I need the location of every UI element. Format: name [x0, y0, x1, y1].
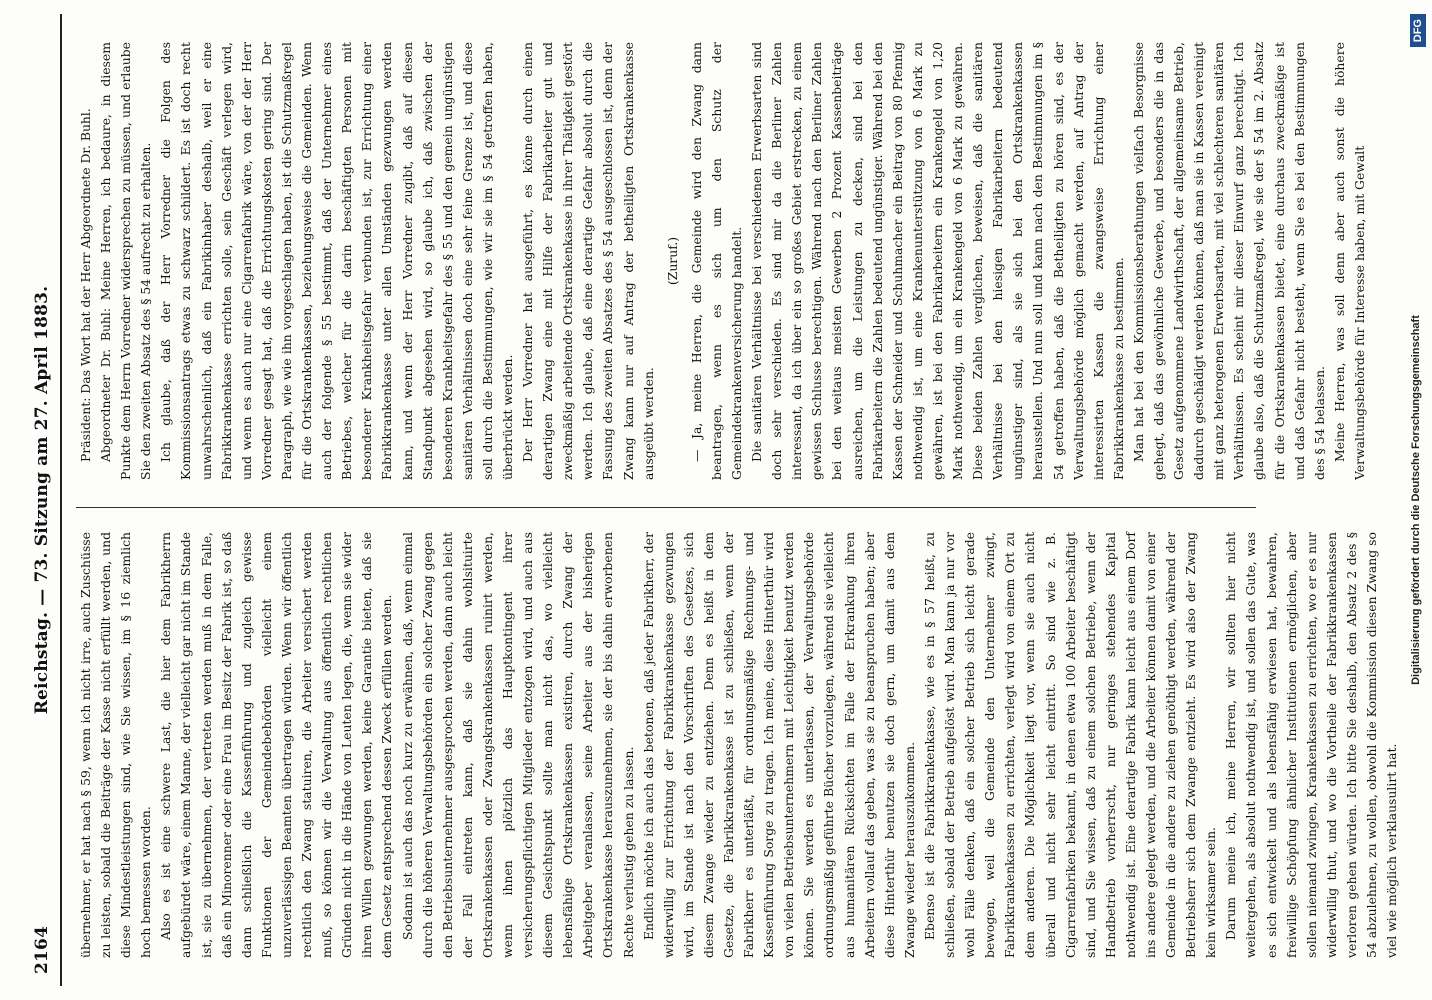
paragraph: Ich glaube, daß der Herr Vorredner die Folgen des Kommissionsantrags etwas zu schwarz schildert. Es ist doch recht unwahrscheinlich, daß ein Fabrikinhaber deshalb, weil er eine Fabrikkrankenkasse errichten solle, sein Geschäft verlegen wird, und wenn es auch nur eine Cigarrenfabrik wäre, von der der Herr Vorredner gesagt hat, daß die Errichtungskosten gering sind. Der Paragraph, wie wie ihn vorgeschlagen haben, ist die Schutzmaßregel für die Ortskrankenkassen, beziehungsweise die Gemeinden. Wenn auch der folgende § 55 bestimmt, daß der Unternehmer eines Betriebes, welcher für die darin beschäftigten Personen mit besonderer Krankheitsgefahr verbunden ist, zur Errichtung einer Fabrikkrankenkasse unter allen Umständen gezwungen werden kann, und wenn der Herr Vorredner zugibt, daß auf diesen Standpunkt abgesehen wird, so glaube ich, daß zwischen der besonderen Krankheitsgefahr des § 55 und den gemein ungünstigen sanitären Verhältnissen doch eine sehr feine Grenze ist, und diese soll durch die Bestimmungen, wie wir sie im § 54 getroffen haben, überbrückt werden. — [158, 42, 515, 480]
interjection: (Zuruf.) — [664, 236, 680, 286]
right-text-column — [76, 42, 1367, 480]
paragraph: Der Herr Vorredner hat ausgeführt, es könne durch einen derartigen Zwang eine mit Hilfe der Fabrikarbeiter gut und zweckmäßig arbeitende Ortskrankenkasse in ihrer Thätigkeit gestört werden. Ich glaube, daß eine derartige Gefahr absolut durch die Fassung des zweiten Absatzes des § 54 ausgeschlossen ist, denn der Zwang kann nur auf Antrag der betheiligten Ortskrankenkasse ausgeübt werden. — [520, 42, 656, 480]
left-text-column — [76, 532, 1400, 958]
paragraph: Endlich möchte ich auch das betonen, daß jeder Fabrikherr, der widerwillig zur Errichtung der Fabrikkrankenkasse gezwungen wird, im Stande ist nach den Vorschriften des Gesetzes, sich diesem Zwange wieder zu entziehen. Denn es heißt in dem Gesetze, die Fabrikkrankenkasse ist zu schließen, wenn der Fabrikherr es unterläßt, für ordnungsmäßige Rechnungs- und Kassenführung Sorge zu tragen. Ich meine, diese Hinterthür wird von vielen Betriebsunternehmern mit Leichtigkeit benutzt werden können. Sie werden es unterlassen, der Verwaltungsbehörde ordnungsmäßig geführte Bücher vorzulegen, während sie vielleicht aus humanitären Rücksichten im Falle der Erkrankung ihren Arbeitern vollauf das geben, was sie zu beanspruchen haben; aber diese Hinterthür benutzen sie doch gern, um damit aus dem Zwange wieder herauszukommen. — [640, 532, 917, 958]
paragraph: Also es ist eine schwere Last, die hier dem Fabrikherrn aufgebürdet wäre, einem Manne, der vielleicht gar nicht im Stande ist, sie zu übernehmen, der vertreten werden muß in dem Falle, daß ein Minorenner oder eine Frau im Besitz der Fabrik ist, so daß dann schließlich die Kassenführung und zugleich gewisse Funktionen der Gemeindebehörden vielleicht einem unzuverlässigen Beamten übertragen würden. Wenn wir öffentlich rechtlich den Zwang statuiren, die Arbeiter versichert werden muß, so können wir die Verwaltung aus öffentlich rechtlichen Gründen nicht in die Hände von Leuten legen, die, wenn sie wider ihren Willen gezwungen werden, keine Garantie bieten, daß sie dem Gesetz entsprechend dessen Zweck erfüllen werden. — [158, 532, 395, 958]
column-divider — [76, 507, 1256, 508]
paragraph: Sodann ist auch das noch kurz zu erwähnen, daß, wenn einmal durch die höheren Verwaltungsbehörden ein solcher Zwang gegen den Betriebsunternehmer ausgesprochen werden, dann auch leicht der Fall eintreten kann, daß sie dahin wohlsituirte Ortskrankenkassen oder Zwangskrankenkassen ruinirt werden, wenn ihnen plötzlich das Hauptkontingent ihrer versicherungspflichtigen Mitglieder entzogen wird, und auch aus diesem Gesichtspunkt sollte man nicht das, wo vielleicht lebensfähige Ortskrankenkassen existiren, durch Zwang der Arbeitgeber veranlassen, seine Arbeiter aus der bisherigen Ortskrankenkasse herauszunehmen, sie der bis dahin erworbenen Rechte verlustig gehen zu lassen. — [399, 532, 636, 958]
session-title: Reichstag. — 73. Sitzung am 27. April 1883. — [32, 285, 52, 715]
dfg-logo-badge: DFG — [1410, 14, 1426, 47]
paragraph: Darum meine ich, meine Herren, wir sollten hier nicht weitergehen, als absolut nothwendig ist, und sollen das Gute, was es sich entwickelt und als lebensfähig erwiesen hat, bewahren, freiwillige Schöpfung ähnlicher Institutionen ermöglichen, aber sollen niemand zwingen, Krankenkassen zu errichten, wo er es nur widerwillig thut, und wo die Vortheile der Fabrikkrankenkassen verloren gehen würden. Ich bitte Sie deshalb, den Absatz 2 des § 54 abzulehnen, zu wollen, obwohl die Kommission diesen Zwang so viel wie möglich verklausulirt hat. — [1223, 532, 1400, 958]
digitization-credit: Digitalisierung gefördert durch die Deutsche Forschungsgemeinschaft — [1410, 315, 1422, 685]
president-statement: Präsident: Das Wort hat der Herr Abgeordnete Dr. Buhl. — [78, 108, 93, 462]
running-header — [24, 14, 62, 986]
page-number: 2164 — [32, 925, 52, 974]
paragraph: — Ja, meine Herren, die Gemeinde wird den Zwang dann beantragen, wenn es sich um den Schutz der Gemeindekrankenversicherung handelt. — [688, 42, 744, 480]
paragraph: Ebenso ist die Fabrikkrankenkasse, wie es in § 57 heißt, zu schließen, sobald der Betrieb aufgelöst wird. Man kann ja nur vor wohl Fälle denken, daß ein solcher Betrieb sich leicht gerade bewogen, weil die Gemeinde den Unternehmer zwingt, Fabrikkrankenkassen zu errichten, verlegt wird von einem Ort zu dem anderen. Die Möglichkeit liegt vor, wenn sie auch nicht überall und nicht sehr leicht eintritt. So sind wie z. B. Cigarrenfabriken bekannt, in denen etwa 100 Arbeiter beschäftigt sind, und Sie wissen, daß zu einem solchen Betriebe, wenn der Handbetrieb vorherrscht, nur geringes stehendes Kapital nothwendig ist. Eine derartige Fabrik kann leicht aus einem Dorf ins andere gelegt werden, und die Arbeiter können damit von einer Gemeinde in die andere zu ziehen genöthigt werden, während der Betriebsherr sich dem Zwange entzieht. Es wird also der Zwang kein wirksamer sein. — [921, 532, 1219, 958]
paragraph: Man hat bei den Kommissionsberathungen vielfach Besorgnisse gehegt, daß das gewöhnliche Gewerbe, und besonders die in das Gesetz aufgenommene Landwirthschaft, der allgemeinsame Betrieb, dadurch geschädigt werden können, daß man sie in Kassen vereinigt mit ganz heterogenen Erwerbsarten, mit viel schlechteren sanitären Verhältnissen. Es scheint mir dieser Einwurf ganz berechtigt. Ich glaube also, daß die Schutzmaßregel, wie sie der § 54 im 2. Absatz für die Ortskrankenkassen bietet, eine durchaus zweckmäßige ist und daß Gefahr nicht besteht, wenn Sie es bei den Bestimmungen des § 54 belassen. — [1130, 42, 1327, 480]
paragraph: übernehmer, er hat nach § 59, wenn ich nicht irre, auch Zuschüsse zu leisten, sobald die Beiträge der Kasse nicht erfüllt werden, und diese Mindestleistungen sind, wie Sie wissen, im § 16 ziemlich hoch bemessen worden. — [78, 532, 154, 958]
speaker-statement: Abgeordneter Dr. Buhl: Meine Herren, ich bedaure, in diesem Punkte dem Herrn Vorredner widersprechen zu müssen, und erlaube Sie den zweiten Absatz des § 54 aufrecht zu erhalten. — [98, 42, 154, 480]
paragraph: Meine Herren, was soll denn aber auch sonst die höhere Verwaltungsbehörde für Interesse haben, mit Gewalt — [1331, 42, 1367, 480]
paragraph: Die sanitären Verhältnisse bei verschiedenen Erwerbsarten sind doch sehr verschieden. Es sind mir da die Berliner Zahlen interessant, da ich über ein so großes Gebiet erstrecken, zu einem gewissen Schlusse berechtigen. Während nach den Berliner Zahlen bei den weitaus meisten Gewerben 2 Prozent Kassenbeiträge ausreichen, um die Leistungen zu decken, sind bei den Fabrikarbeitern die Zahlen bedeutend ungünstiger. Während bei den Kassen der Schneider und Schuhmacher ein Beitrag von 80 Pfennig nothwendig ist, um eine Krankenunterstützung von 6 Mark zu gewähren, ist bei den Fabrikarbeitern ein Krankengeld von 1,20 Mark nothwendig, um ein Krankengeld von 6 Mark zu gewähren. Diese beiden Zahlen verglichen, beweisen, daß die sanitären Verhältnisse bei den hiesigen Fabrikarbeitern bedeutend ungünstiger sind, als sie sich bei den Ortskrankenkassen herausstellen. Und nun soll und kann nach den Bestimmungen im § 54 getroffen haben, daß die Betheiligten zu hören sind, es der Verwaltungsbehörde möglich gemacht werden, auf Antrag der interessirten Kassen die zwangsweise Errichtung einer Fabrikkrankenkasse zu bestimmen. — [749, 42, 1126, 480]
